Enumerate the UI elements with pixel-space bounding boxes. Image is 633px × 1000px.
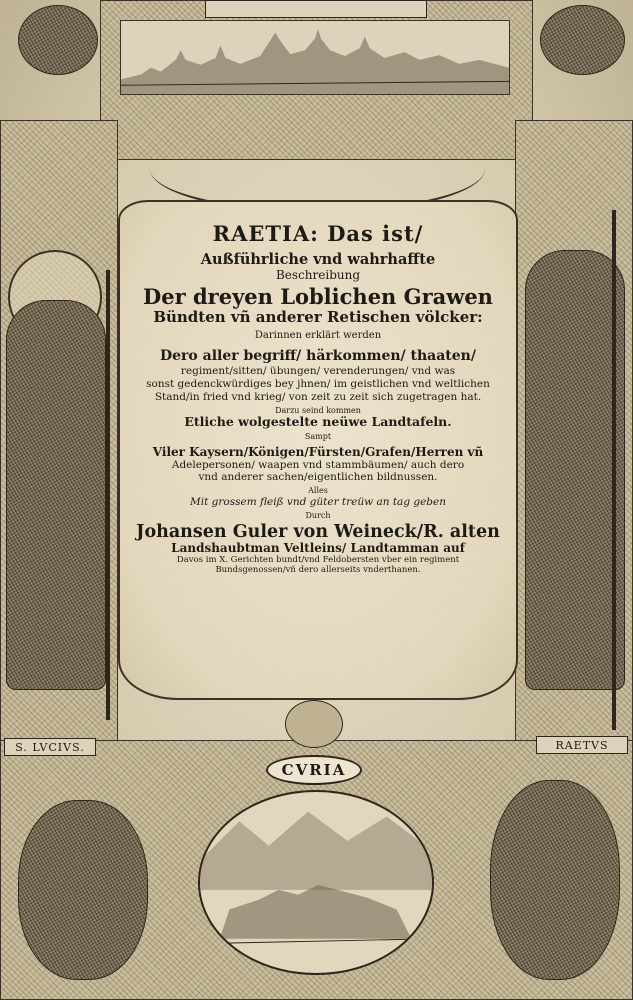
left-figure-label-text: S. LVCIVS. — [15, 740, 85, 754]
title-line-5: Bündten vñ anderer Retischen völcker: — [153, 307, 483, 326]
title-text-block — [128, 222, 508, 575]
title-line-16: vnd anderer sachen/eigentlichen bildnussen. — [198, 471, 438, 484]
title-line-12: Etliche wolgestelte neüwe Landtafeln. — [184, 413, 452, 429]
putto-left-illustration — [18, 5, 98, 75]
title-line-22: Davos im X. Gerichten bundt/vnd Feldobersten vber ein regiment Bundsgenossen/vñ dero allerseits vnderthanen. — [176, 554, 460, 575]
title-line-9: sonst gedenckwürdiges bey jhnen/ im geistlichen vnd weltlichen — [146, 377, 490, 390]
cherub-head-illustration — [285, 700, 343, 748]
title-line-19: Durch — [305, 510, 331, 520]
title-line-21: Landshaubtman Veltleins/ Landtamman auf — [171, 541, 465, 556]
title-line-18: Mit grossem fleiß vnd güter treüw an tag geben — [189, 495, 447, 508]
title-line-13: Sampt — [304, 432, 332, 442]
title-line-17: Alles — [308, 486, 328, 496]
title-line-14: Viler Kaysern/Königen/Fürsten/Grafen/Herren vñ — [152, 444, 484, 459]
river-god-left-illustration — [18, 800, 148, 980]
title-line-7: Dero aller begriff/ härkommen/ thaaten/ — [160, 347, 476, 364]
city-view-curia — [198, 790, 434, 975]
title-line-1: RAETIA: Das ist/ — [212, 221, 424, 246]
curia-cartouche — [266, 755, 362, 785]
title-line-3: Beschreibung — [275, 267, 361, 282]
staff-right-illustration — [612, 210, 616, 730]
saint-lucius-label — [4, 738, 96, 756]
title-line-10: Stand/in fried vnd krieg/ von zeit zu zeit sich zugetragen hat. — [154, 390, 482, 403]
title-line-8: regiment/sitten/ übungen/ verenderungen/ vnd was — [180, 364, 456, 377]
title-line-11: Darzu seind kommen — [275, 405, 361, 415]
right-figure-label-text: RAETVS — [555, 738, 609, 752]
title-line-15: Adelepersonen/ waapen vnd stammbäumen/ auch dero — [171, 459, 465, 472]
title-line-4: Der dreyen Loblichen Grawen — [143, 283, 493, 309]
title-line-2: Außführliche vnd wahrhaffte — [200, 251, 436, 269]
author-line: Johansen Guler von Weineck/R. alten — [136, 521, 500, 542]
curia-town-illustration — [200, 792, 432, 973]
title-line-6: Darinnen erklärt werden — [254, 330, 382, 341]
curia-label: CVRIA — [281, 761, 347, 779]
staff-left-illustration — [106, 270, 110, 720]
raetus-warrior-figure — [525, 250, 625, 690]
top-scroll-banner — [205, 0, 427, 18]
raetus-label — [536, 736, 628, 754]
putto-right-illustration — [540, 5, 625, 75]
city-skyline-illustration — [121, 21, 509, 94]
saint-lucius-figure — [6, 300, 106, 690]
river-god-right-illustration — [490, 780, 620, 980]
city-view-top — [120, 20, 510, 95]
